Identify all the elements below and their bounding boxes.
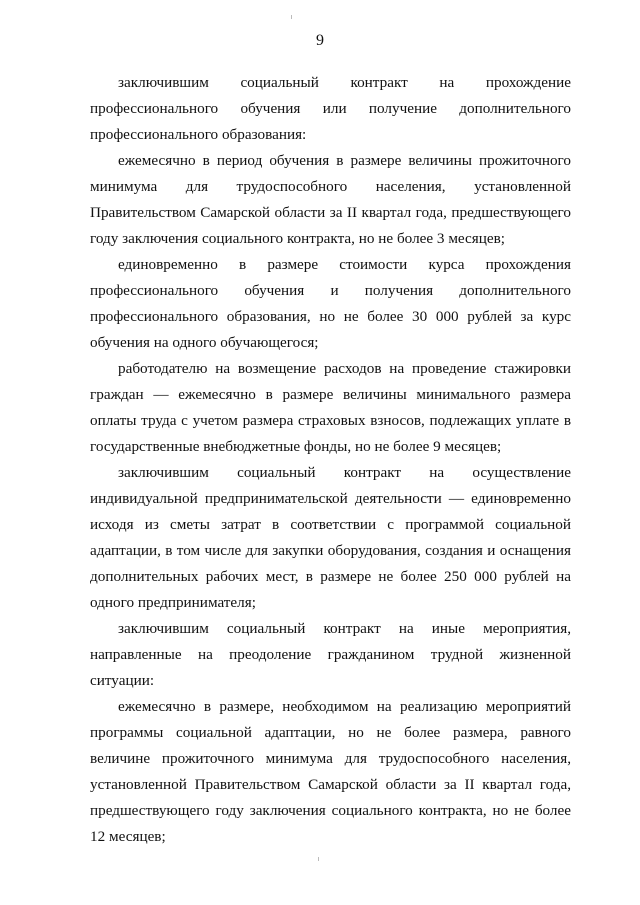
paragraph-employer-internship-reimbursement: работодателю на возмещение расходов на проведение стажировки граждан — ежемесячно в размере величины минимального размера оплаты труда с учетом размера страховых взносов, подлежащих уплате в государственные внебюджетные фонды, но не более 9 месяцев; — [90, 360, 571, 455]
document-body — [90, 70, 571, 850]
scan-mark — [318, 857, 319, 861]
scan-mark — [291, 15, 292, 19]
paragraph-monthly-adaptation-payment: ежемесячно в размере, необходимом на реализацию мероприятий программы социальной адаптации, но не более размера, равного величине прожиточного минимума для трудоспособного населения, установленной Правительством Самарской области за II квартал года, предшествующего году заключения социального контракта, но не более 12 месяцев; — [90, 698, 571, 845]
paragraph-monthly-training-payment: ежемесячно в период обучения в размере величины прожиточного минимума для трудоспособного населения, установленной Правительством Самарской области за II квартал года, предшествующего году заключения социального контракта, но не более 3 месяцев; — [90, 152, 571, 247]
page-number: 9 — [316, 32, 324, 49]
paragraph-training-recipients: заключившим социальный контракт на прохождение профессионального обучения или получение дополнительного профессионального образования: — [90, 74, 571, 143]
paragraph-entrepreneurship-payment: заключившим социальный контракт на осуществление индивидуальной предпринимательской деятельности — единовременно исходя из сметы затрат в соответствии с программой социальной адаптации, в том числе для закупки оборудования, создания и оснащения дополнительных рабочих мест, в размере не более 250 000 рублей на одного предпринимателя; — [90, 464, 571, 611]
paragraph-other-measures-recipients: заключившим социальный контракт на иные мероприятия, направленные на преодоление гражданином трудной жизненной ситуации: — [90, 620, 571, 689]
paragraph-lump-sum-course-payment: единовременно в размере стоимости курса прохождения профессионального обучения и получения дополнительного профессионального образования, но не более 30 000 рублей за курс обучения на одного обучающегося; — [90, 256, 571, 351]
